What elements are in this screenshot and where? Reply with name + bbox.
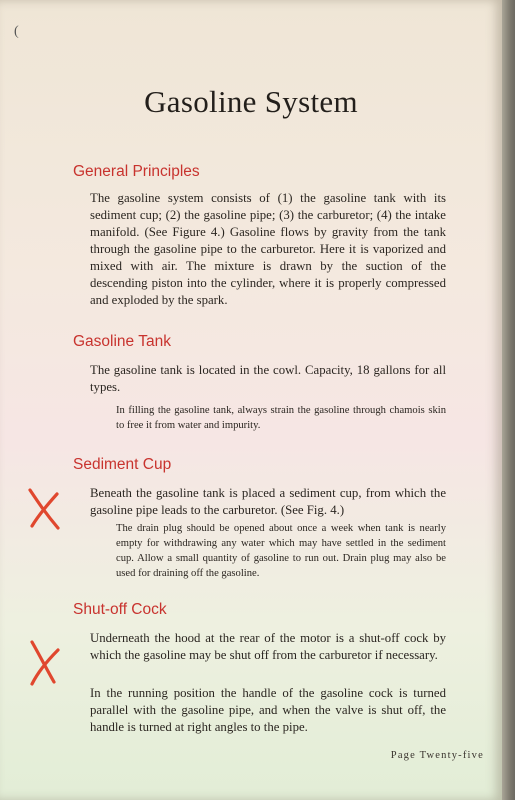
note-sediment-cup: The drain plug should be opened about once a week when tank is nearly empty for withdrawing any water which may have settled in the sediment cup. Allow a small quantity of gasoline to run out. Drain plug may also be used for draining off the gasoline. [116,523,446,579]
paragraph-general-principles: The gasoline system consists of (1) the gasoline tank with its sediment cup; (2) the gasoline pipe; (3) the carburetor; (4) the intake manifold. (See Figure 4.) Gasoline flows by gravity from the tank through the gasoline pipe to the carburetor. Here it is vaporized and mixed with air. The mixture is drawn by the suction of the descending piston into the cylinder, where it is properly compressed and exploded by the spark. [90,191,446,307]
section-heading-sediment-cup: Sediment Cup [73,456,172,473]
red-x-mark-shut-off-cock [24,638,64,686]
paragraph-shut-off-cock-2: In the running position the handle of the gasoline cock is turned parallel with the gasoline pipe, and when the valve is shut off, the handle is turned at right angles to the pipe. [90,686,446,734]
page-title: Gasoline System [144,84,358,119]
section-heading-shut-off-cock: Shut-off Cock [73,601,167,618]
section-heading-general-principles: General Principles [73,163,200,180]
paragraph-gasoline-tank: The gasoline tank is located in the cowl. Capacity, 18 gallons for all types. [90,363,446,394]
section-heading-gasoline-tank: Gasoline Tank [73,333,171,350]
page-number: Page Twenty-five [390,750,484,761]
red-x-mark-sediment-cup [24,484,64,532]
note-gasoline-tank: In filling the gasoline tank, always strain the gasoline through chamois skin to free it from water and impurity. [116,405,446,431]
paragraph-shut-off-cock-1: Underneath the hood at the rear of the motor is a shut-off cock by which the gasoline may be shut off from the carburetor if necessary. [90,631,446,662]
corner-pencil-mark: ( [14,24,19,39]
paragraph-sediment-cup: Beneath the gasoline tank is placed a sediment cup, from which the gasoline pipe leads to the carburetor. (See Fig. 4.) [90,486,446,517]
page-edge-shadow [502,0,515,800]
